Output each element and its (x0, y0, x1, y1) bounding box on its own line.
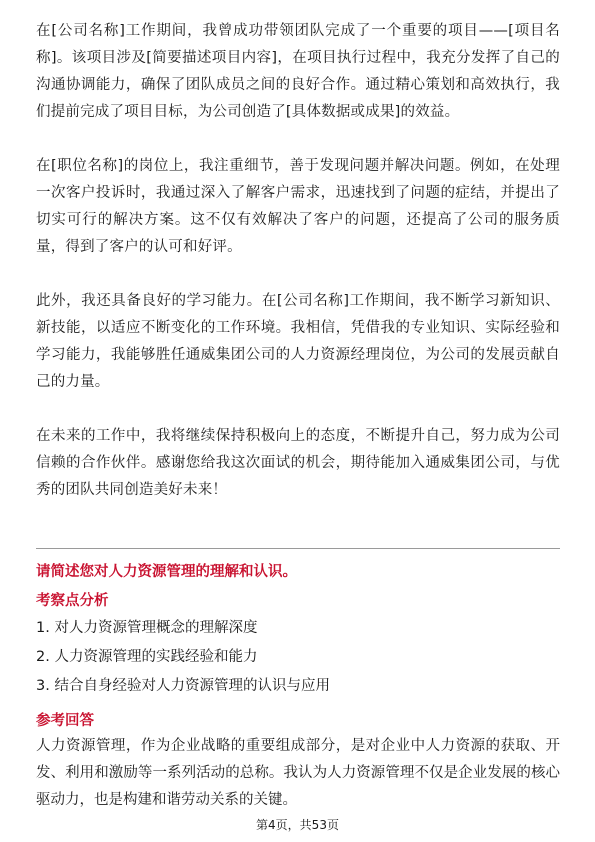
body-text (36, 18, 560, 504)
page-number: 第4页，共53页 (256, 818, 339, 832)
divider (36, 548, 560, 549)
list-item: 2. 人力资源管理的实践经验和能力 (36, 649, 258, 665)
answer-heading: 参考回答 (36, 713, 94, 729)
answer-text: 人力资源管理，作为企业战略的重要组成部分，是对企业中人力资源的获取、开发、利用和激励等一系列活动的总称。我认为人力资源管理不仅是企业发展的核心驱动力，也是构建和谐劳动关系的关键。 (36, 738, 560, 808)
paragraph: 在[公司名称]工作期间，我曾成功带领团队完成了一个重要的项目——[项目名称]。该项目涉及[简要描述项目内容]，在项目执行过程中，我充分发挥了自己的沟通协调能力，确保了团队成员之间的良好合作。通过精心策划和高效执行，我们提前完成了项目目标，为公司创造了[具体数据或成果]的效益。 (36, 23, 560, 120)
analysis-list (36, 614, 330, 701)
list-item: 1. 对人力资源管理概念的理解深度 (36, 620, 258, 636)
analysis-heading: 考察点分析 (36, 593, 109, 609)
paragraph: 此外，我还具备良好的学习能力。在[公司名称]工作期间，我不断学习新知识、新技能，以适应不断变化的工作环境。我相信，凭借我的专业知识、实际经验和学习能力，我能够胜任通威集团公司的人力资源经理岗位，为公司的发展贡献自己的力量。 (36, 293, 560, 390)
paragraph: 在[职位名称]的岗位上，我注重细节，善于发现问题并解决问题。例如，在处理一次客户投诉时，我通过深入了解客户需求，迅速找到了问题的症结，并提出了切实可行的解决方案。这不仅有效解决了客户的问题，还提高了公司的服务质量，得到了客户的认可和好评。 (36, 158, 560, 255)
paragraph: 在未来的工作中，我将继续保持积极向上的态度，不断提升自己，努力成为公司信赖的合作伙伴。感谢您给我这次面试的机会，期待能加入通威集团公司，与优秀的团队共同创造美好未来！ (36, 428, 560, 498)
interview-question: 请简述您对人力资源管理的理解和认识。 (36, 564, 297, 580)
list-item: 3. 结合自身经验对人力资源管理的认识与应用 (36, 678, 330, 694)
